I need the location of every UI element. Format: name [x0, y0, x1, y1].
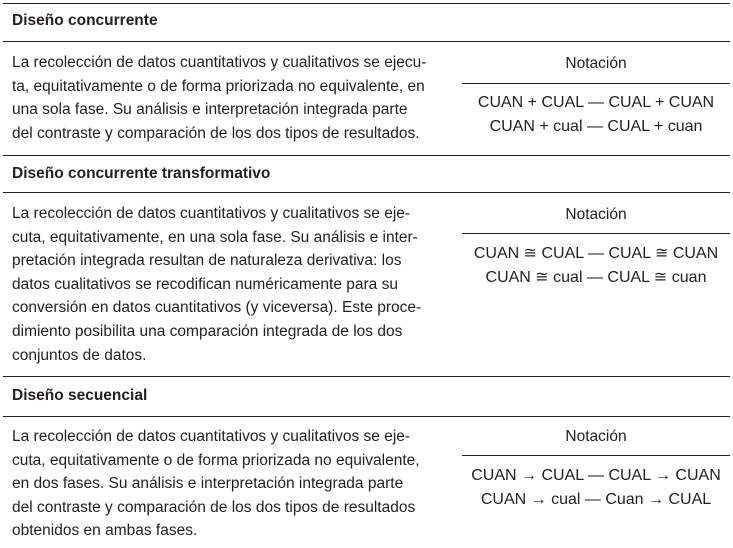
- notation-divider: [462, 233, 730, 234]
- notation-label: Notación: [565, 55, 627, 72]
- section-description-concurrente: [12, 51, 472, 145]
- section-divider: [3, 41, 730, 42]
- description-line: del contraste y comparación de los dos tipos de resultados.: [12, 124, 420, 142]
- section-title-concurrente-transformativo: Diseño concurrente transformativo: [12, 165, 271, 182]
- notation-divider: [462, 83, 730, 84]
- notation-label: Notación: [565, 428, 627, 445]
- section-title-secuencial: Diseño secuencial: [12, 387, 148, 404]
- section-title-concurrente: Diseño concurrente: [12, 12, 158, 29]
- notation-formula: CUAN ≅ CUAL — CUAL ≅ CUAN: [473, 245, 719, 262]
- notation-formula: CUAN ≅ cual — CUAL ≅ cuan: [485, 269, 707, 286]
- description-line: conversión en datos cuantitativos (y viceversa). Este proce-: [12, 299, 422, 317]
- description-line: cuta, equitativamente, en una sola fase. Su análisis e inter-: [12, 228, 418, 246]
- section-divider: [3, 155, 730, 156]
- description-line: obtenidos en ambas fases.: [12, 522, 198, 540]
- notation-formula: CUAN + CUAL — CUAL + CUAN: [477, 94, 715, 111]
- notation-label: Notación: [565, 206, 627, 223]
- section-divider: [3, 376, 730, 377]
- section-description-secuencial: [12, 425, 472, 543]
- description-line: La recolección de datos cuantitativos y cualitativos se ejecu-: [12, 54, 427, 71]
- notation-formula: CUAN → CUAL — CUAL → CUAN: [471, 467, 721, 484]
- section-divider: [3, 416, 730, 417]
- table-top-rule: [3, 3, 730, 4]
- description-line: datos cualitativos se recodifican numéricamente para su: [12, 275, 398, 293]
- description-line: dimiento posibilita una comparación integrada de los dos: [12, 322, 403, 340]
- description-line: cuta, equitativamente o de forma priorizada no equivalente,: [12, 451, 420, 469]
- section-description-concurrente-transformativo: [12, 202, 472, 367]
- description-line: conjuntos de datos.: [12, 346, 147, 364]
- description-line: del contraste y comparación de los dos tipos de resultados: [12, 498, 416, 516]
- description-line: La recolección de datos cuantitativos y cualitativos se eje-: [12, 205, 411, 222]
- notation-formula: CUAN → cual — Cuan → CUAL: [480, 491, 712, 508]
- description-line: pretación integrada resultan de naturaleza derivativa: los: [12, 252, 402, 270]
- description-line: La recolección de datos cuantitativos y cualitativos se eje-: [12, 428, 411, 445]
- notation-formula: CUAN + cual — CUAL + cuan: [489, 118, 703, 135]
- notation-divider: [462, 455, 730, 456]
- description-line: una sola fase. Su análisis e interpretación integrada parte: [12, 101, 408, 119]
- section-divider: [3, 192, 730, 193]
- description-line: en dos fases. Su análisis e interpretación integrada parte: [12, 475, 404, 493]
- description-line: ta, equitativamente o de forma priorizada no equivalente, en: [12, 77, 425, 95]
